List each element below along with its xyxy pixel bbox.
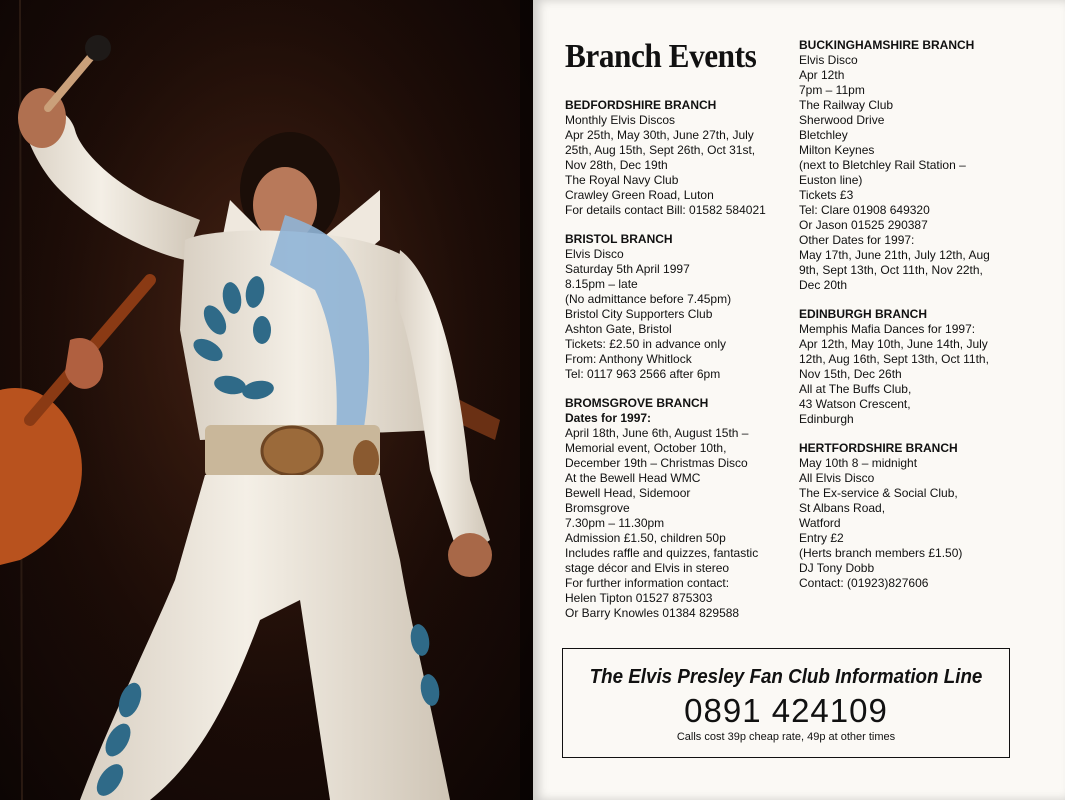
event-detail-line: Euston line): [799, 173, 863, 187]
event-detail-line: Saturday 5th April 1997: [565, 262, 690, 276]
branch-name: BROMSGROVE BRANCH: [565, 396, 709, 410]
event-detail-line: Nov 15th, Dec 26th: [799, 367, 902, 381]
branch-event: [799, 307, 1049, 427]
event-detail-line: (Herts branch members £1.50): [799, 546, 963, 560]
events-column-right: [799, 38, 1049, 605]
event-detail-line: Other Dates for 1997:: [799, 233, 915, 247]
branch-list-left: [565, 98, 793, 621]
info-line-box: [562, 648, 1010, 758]
event-detail-line: Elvis Disco: [565, 247, 624, 261]
event-detail-line: The Ex-service & Social Club,: [799, 486, 958, 500]
event-detail-line: St Albans Road,: [799, 501, 886, 515]
branch-events-page: [533, 0, 1065, 800]
branch-name: HERTFORDSHIRE BRANCH: [799, 441, 958, 455]
event-detail-line: Memphis Mafia Dances for 1997:: [799, 322, 976, 336]
event-detail-line: DJ Tony Dobb: [799, 561, 875, 575]
page-title: Branch Events: [565, 38, 757, 75]
branch-name: BEDFORDSHIRE BRANCH: [565, 98, 717, 112]
event-detail-line: Edinburgh: [799, 412, 854, 426]
event-detail-line: All Elvis Disco: [799, 471, 875, 485]
event-detail-line: Monthly Elvis Discos: [565, 113, 676, 127]
event-detail-line: 7.30pm – 11.30pm: [565, 516, 665, 530]
branch-name: EDINBURGH BRANCH: [799, 307, 927, 321]
event-detail-line: Bristol City Supporters Club: [565, 307, 713, 321]
event-detail-line: (next to Bletchley Rail Station –: [799, 158, 966, 172]
event-detail-line: Ashton Gate, Bristol: [565, 322, 672, 336]
branch-event: [799, 441, 1049, 591]
info-line-note: Calls cost 39p cheap rate, 49p at other times: [676, 731, 896, 743]
event-detail-line: Apr 12th: [799, 68, 845, 82]
event-detail-line: The Royal Navy Club: [565, 173, 679, 187]
event-detail-line: 9th, Sept 13th, Oct 11th, Nov 22th,: [799, 263, 983, 277]
branch-event: [799, 38, 1049, 293]
event-detail-line: Admission £1.50, children 50p: [565, 531, 726, 545]
event-detail-line: 43 Watson Crescent,: [799, 397, 911, 411]
event-detail-line: Nov 28th, Dec 19th: [565, 158, 668, 172]
event-detail-line: At the Bewell Head WMC: [565, 471, 701, 485]
event-detail-line: From: Anthony Whitlock: [565, 352, 692, 366]
branch-name: BUCKINGHAMSHIRE BRANCH: [799, 38, 975, 52]
event-detail-line: Memorial event, October 10th,: [565, 441, 727, 455]
branch-event: [565, 396, 793, 621]
branch-event: [565, 232, 793, 382]
event-detail-line: April 18th, June 6th, August 15th –: [565, 426, 749, 440]
event-detail-line: Bletchley: [799, 128, 848, 142]
event-detail-line: Bromsgrove: [565, 501, 630, 515]
branch-name: BRISTOL BRANCH: [565, 232, 673, 246]
event-detail-line: Contact: (01923)827606: [799, 576, 929, 590]
branch-event: [565, 98, 793, 218]
event-detail-line: May 17th, June 21th, July 12th, Aug: [799, 248, 990, 262]
event-detail-line: Apr 12th, May 10th, June 14th, July: [799, 337, 988, 351]
event-detail-line: Helen Tipton 01527 875303: [565, 591, 713, 605]
event-detail-line: For details contact Bill: 01582 584021: [565, 203, 766, 217]
event-detail-line: Tel: Clare 01908 649320: [799, 203, 930, 217]
event-detail-line: (No admittance before 7.45pm): [565, 292, 732, 306]
event-detail-line: December 19th – Christmas Disco: [565, 456, 748, 470]
event-detail-line: Tel: 0117 963 2566 after 6pm: [565, 367, 721, 381]
event-detail-line: Elvis Disco: [799, 53, 858, 67]
event-detail-line: Bewell Head, Sidemoor: [565, 486, 691, 500]
event-detail-line: Entry £2: [799, 531, 844, 545]
event-detail-line: Apr 25th, May 30th, June 27th, July: [565, 128, 754, 142]
event-detail-line: stage décor and Elvis in stereo: [565, 561, 730, 575]
branch-list-right: [799, 38, 1049, 591]
event-detail-line: For further information contact:: [565, 576, 730, 590]
event-detail-line: Milton Keynes: [799, 143, 875, 157]
event-detail-line: Or Jason 01525 290387: [799, 218, 928, 232]
event-detail-line: Tickets £3: [799, 188, 854, 202]
event-detail-line: Or Barry Knowles 01384 829588: [565, 606, 740, 620]
info-line-title: The Elvis Presley Fan Club Information Line: [589, 666, 983, 688]
event-detail-line: Watford: [799, 516, 841, 530]
event-detail-line: Includes raffle and quizzes, fantastic: [565, 546, 759, 560]
event-detail-line: 12th, Aug 16th, Sept 13th, Oct 11th,: [799, 352, 989, 366]
event-detail-line: Crawley Green Road, Luton: [565, 188, 714, 202]
event-detail-line: The Railway Club: [799, 98, 894, 112]
event-detail-line: Dates for 1997:: [565, 411, 652, 425]
event-detail-line: Dec 20th: [799, 278, 848, 292]
event-detail-line: 7pm – 11pm: [799, 83, 865, 97]
info-line-number: 0891 424109: [684, 692, 888, 729]
event-detail-line: 8.15pm – late: [565, 277, 638, 291]
events-column-left: [565, 38, 793, 635]
event-detail-line: Tickets: £2.50 in advance only: [565, 337, 726, 351]
event-detail-line: 25th, Aug 15th, Sept 26th, Oct 31st,: [565, 143, 756, 157]
event-detail-line: Sherwood Drive: [799, 113, 885, 127]
event-detail-line: All at The Buffs Club,: [799, 382, 912, 396]
event-detail-line: May 10th 8 – midnight: [799, 456, 918, 470]
